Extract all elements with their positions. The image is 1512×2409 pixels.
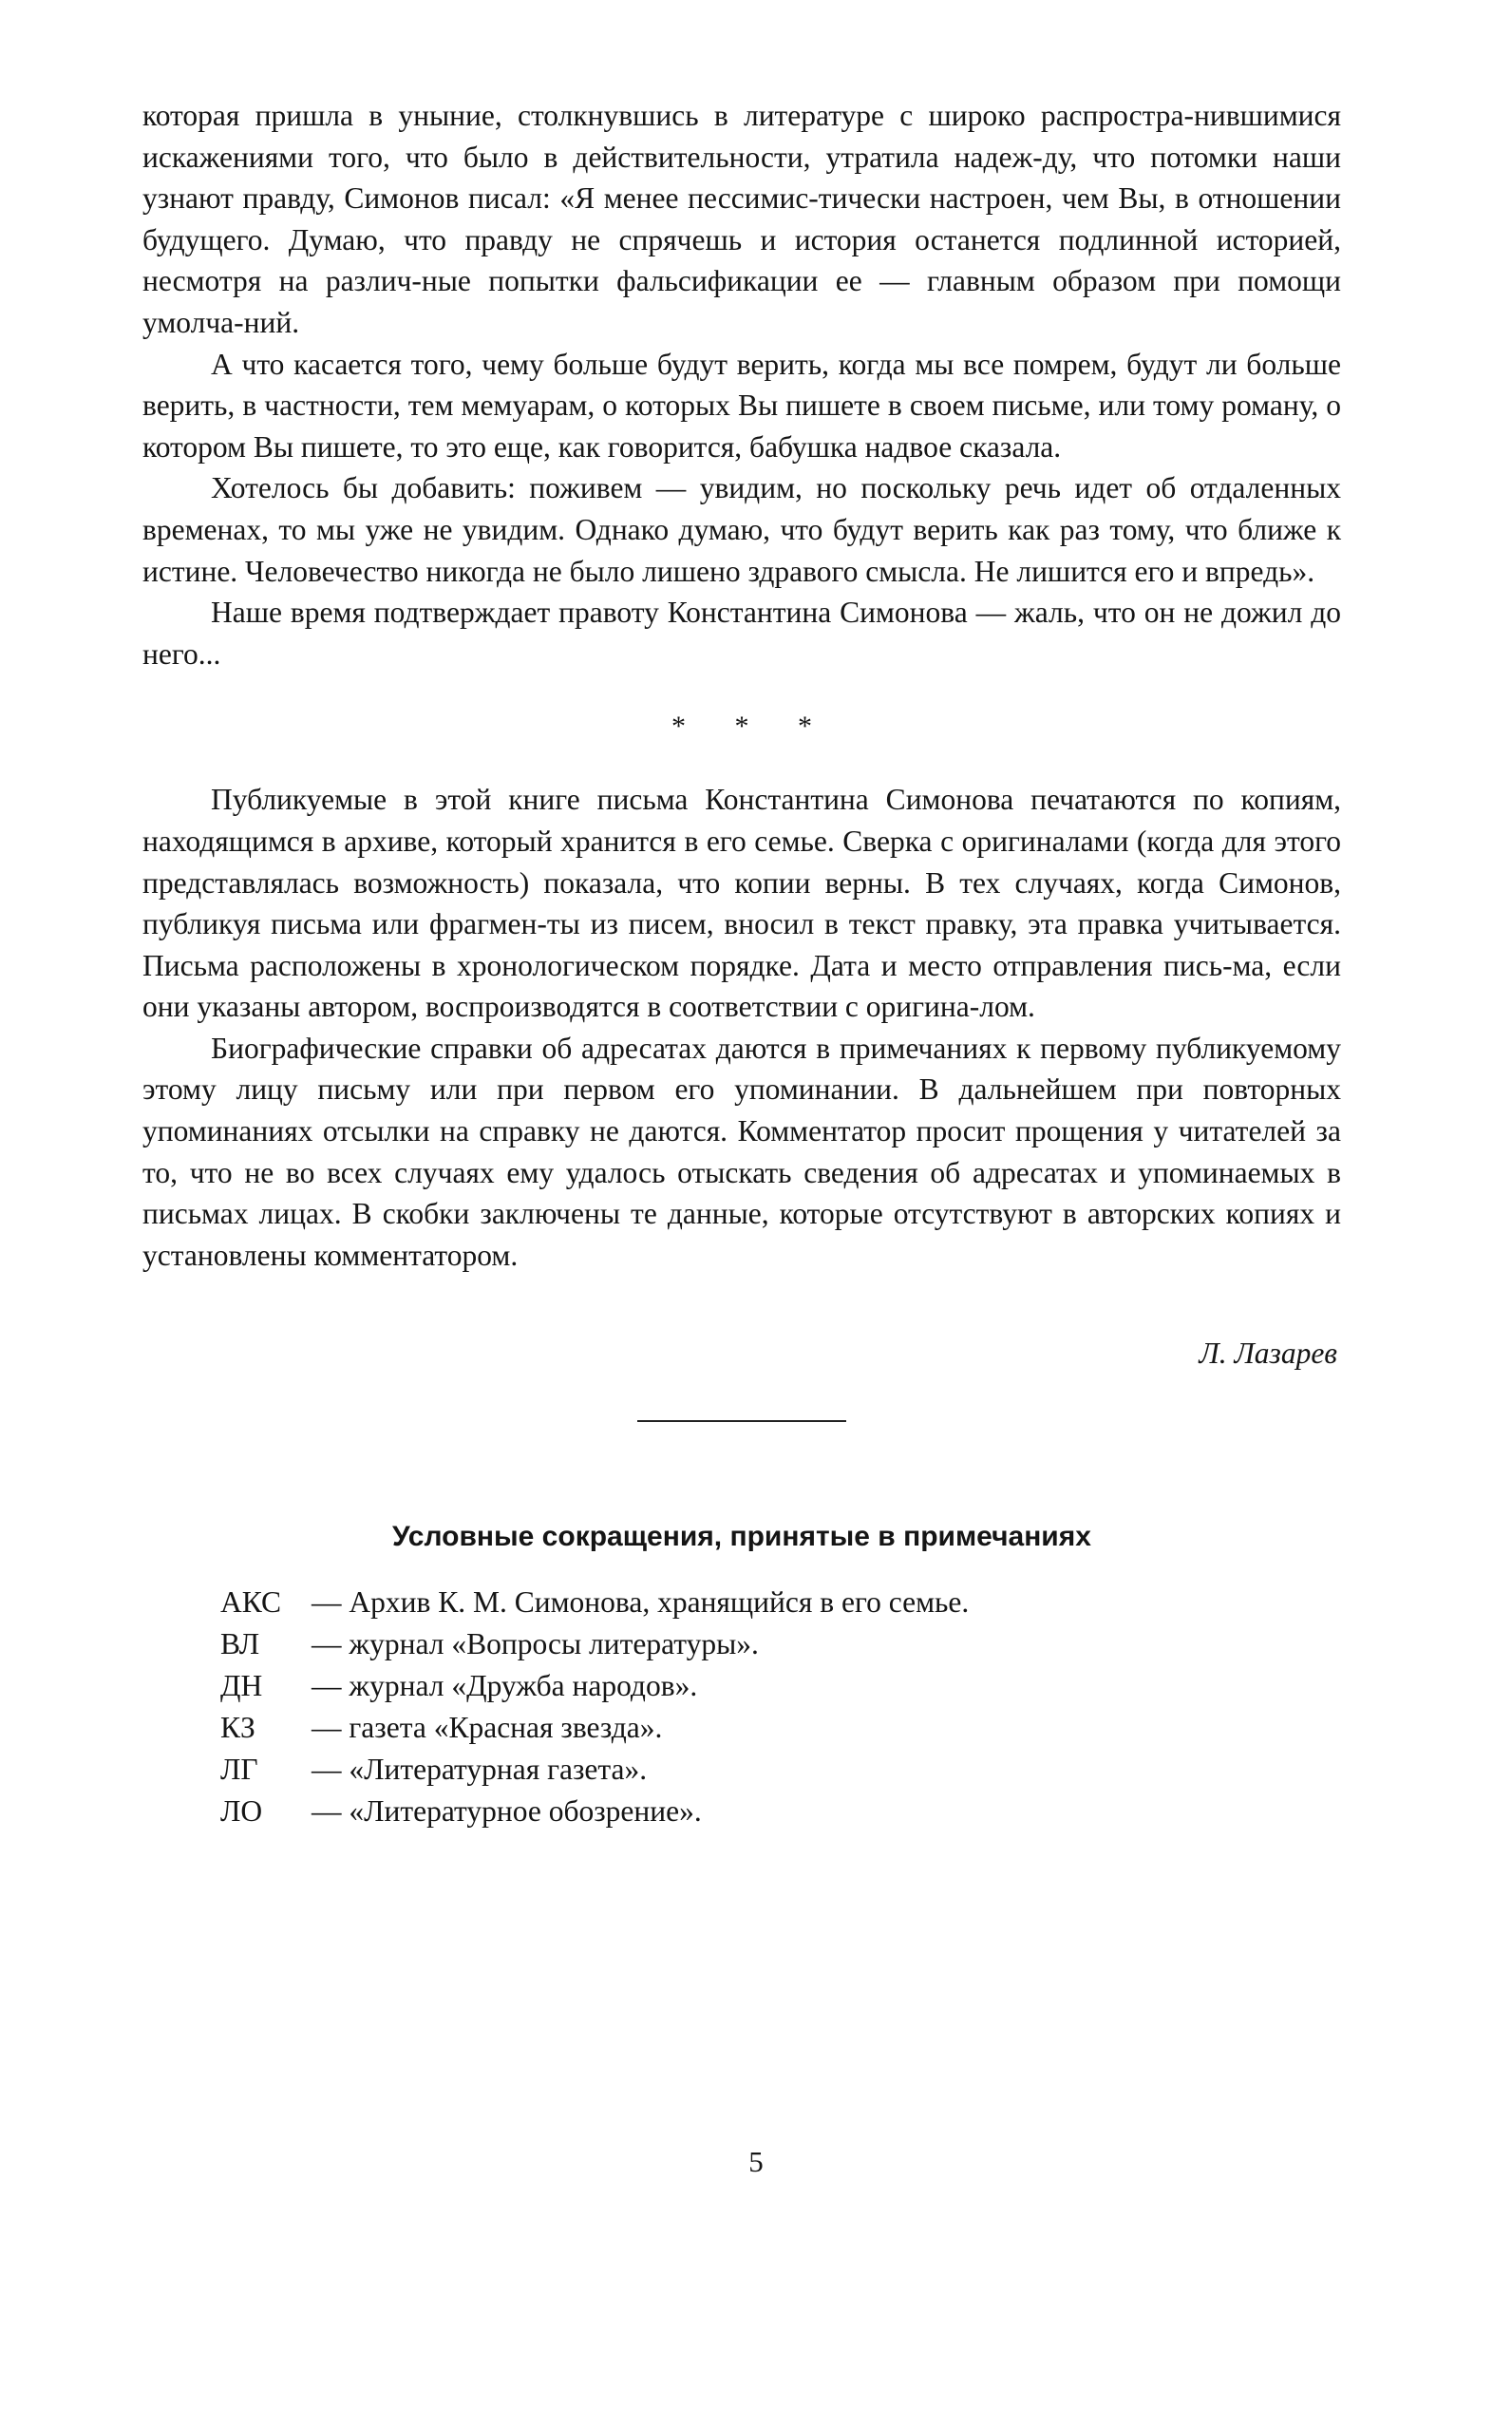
abbreviation-item bbox=[220, 1707, 1341, 1749]
section-divider-rule bbox=[637, 1420, 846, 1422]
abbreviations-heading: Условные сокращения, принятые в примечаниях bbox=[392, 1521, 1091, 1553]
abbreviations-list bbox=[220, 1582, 1341, 1832]
abbreviation-key: ДН bbox=[220, 1669, 263, 1703]
abbreviation-value: — газета «Красная звезда». bbox=[312, 1711, 663, 1745]
abbreviation-item bbox=[220, 1665, 1341, 1707]
body-paragraph-5: Публикуемые в этой книге письма Константина Симонова печатаются по копиям, находящимся в архиве, который хранится в его семье. Сверка с оригиналами (когда для этого представлялась возможность) показала, что копии верны. В тех случаях, когда Симонов, публикуя письма или фрагмен-ты из писем, вносил в текст правку, эта правка учитывается. Письма расположены в хронологическом порядке. Дата и место отправления пись-ма, если они указаны автором, воспроизводятся в соответствии с оригина-лом. bbox=[142, 783, 1341, 1024]
body-paragraph-1: которая пришла в уныние, столкнувшись в литературе с широко распростра-нившимися искажениями того, что было в действительности, утратила надеж-ду, что потомки наши узнают правду, Симонов писал: «Я менее пессимис-тически настроен, чем Вы, в отношении будущего. Думаю, что правду не спрячешь и история останется подлинной историей, несмотря на различ-ные попытки фальсификации ее — главным образом при помощи умолча-ний. bbox=[142, 99, 1341, 339]
body-paragraph-4: Наше время подтверждает правоту Константина Симонова — жаль, что он не дожил до него... bbox=[142, 596, 1341, 671]
abbreviation-key: ЛО bbox=[220, 1794, 263, 1829]
abbreviation-item bbox=[220, 1791, 1341, 1832]
page-number: 5 bbox=[748, 2145, 764, 2178]
abbreviation-key: АКС bbox=[220, 1585, 281, 1620]
document-page bbox=[142, 95, 1341, 1832]
abbreviation-value: — журнал «Дружба народов». bbox=[312, 1669, 698, 1703]
body-paragraph-6: Биографические справки об адресатах даются в примечаниях к первому публикуемому этому лицу письму или при первом его упоминании. В дальнейшем при повторных упоминаниях отсылки на справку не даются. Комментатор просит прощения у читателей за то, что не во всех случаях ему удалось отыскать сведения об адресатах и упоминаемых в письмах лицах. В скобки заключены те данные, которые отсутствуют в авторских копиях и установлены комментатором. bbox=[142, 1031, 1341, 1272]
abbreviation-value: — «Литературное обозрение». bbox=[312, 1794, 702, 1829]
abbreviation-item bbox=[220, 1582, 1341, 1623]
body-paragraph-3: Хотелось бы добавить: поживем — увидим, но поскольку речь идет об отдаленных временах, то мы уже не увидим. Однако думаю, что будут верить как раз тому, что ближе к истине. Человечество никогда не было лишено здравого смысла. Не лишится его и впредь». bbox=[142, 471, 1341, 588]
abbreviation-key: КЗ bbox=[220, 1711, 255, 1745]
abbreviation-value: — «Литературная газета». bbox=[312, 1753, 648, 1787]
abbreviation-key: ЛГ bbox=[220, 1753, 258, 1787]
abbreviation-key: ВЛ bbox=[220, 1627, 260, 1661]
abbreviation-item bbox=[220, 1749, 1341, 1791]
author-signature: Л. Лазарев bbox=[1199, 1337, 1337, 1371]
abbreviation-item bbox=[220, 1623, 1341, 1665]
abbreviation-value: — Архив К. М. Симонова, хранящийся в его семье. bbox=[312, 1585, 970, 1620]
section-separator: * * * bbox=[671, 711, 833, 743]
abbreviation-value: — журнал «Вопросы литературы». bbox=[312, 1627, 759, 1661]
body-paragraph-2: А что касается того, чему больше будут верить, когда мы все помрем, будут ли больше верить, в частности, тем мемуарам, о которых Вы пишете в своем письме, или тому роману, о котором Вы пишете, то это еще, как говорится, бабушка надвое сказала. bbox=[142, 347, 1341, 464]
